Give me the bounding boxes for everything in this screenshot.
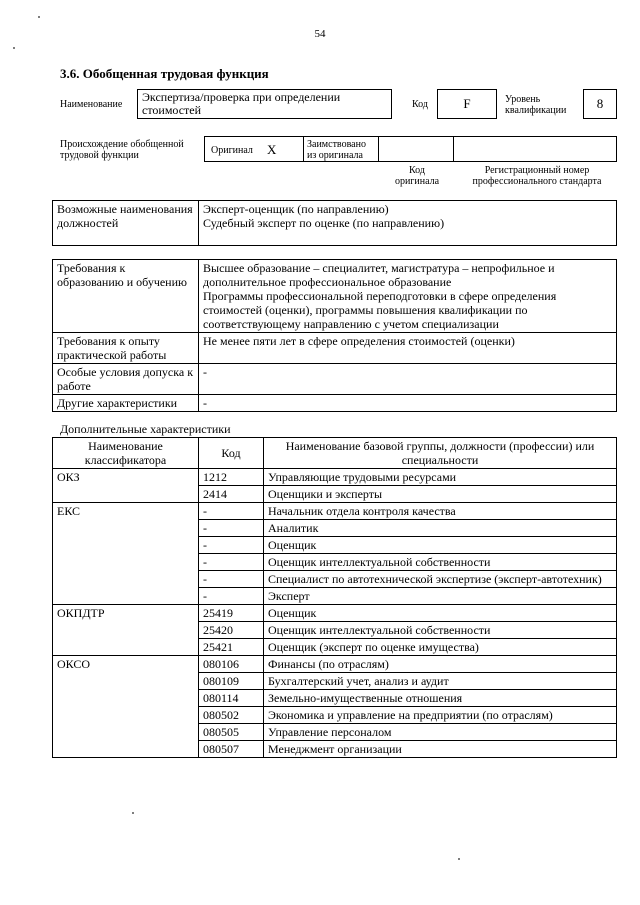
- education-line: Программы профессиональной переподготовки в сфере определения стоимостей (оценки), программы повышения квалификации по соответствующему направлению с учетом специализации: [203, 289, 557, 331]
- positions-table: [52, 200, 617, 246]
- classifier-code: 2414: [199, 486, 264, 503]
- table-row: [53, 503, 617, 520]
- table-row: [53, 469, 617, 486]
- scan-speck: [13, 47, 15, 49]
- function-name-box: [137, 89, 392, 119]
- position-item: Эксперт-оценщик (по направлению): [203, 202, 389, 216]
- scan-speck: [132, 812, 134, 814]
- other-value: -: [199, 395, 617, 412]
- education-line: Высшее образование – специалитет, магистратура – непрофильное и дополнительное профессиональное образование: [203, 261, 555, 289]
- classifier-code: 080502: [199, 707, 264, 724]
- classifier-title: Оценщик интеллектуальной собственности: [264, 622, 617, 639]
- classifier-code: 080114: [199, 690, 264, 707]
- table-row: [53, 656, 617, 673]
- classifier-code: 1212: [199, 469, 264, 486]
- code-value-box: [437, 89, 497, 119]
- level-label: Уровень квалификации: [505, 94, 567, 116]
- name-label: Наименование: [60, 99, 123, 110]
- education-label: Требования к образованию и обучению: [53, 260, 199, 333]
- classifier-title: Менеджмент организации: [264, 741, 617, 758]
- education-value: [199, 260, 617, 333]
- classifier-code: -: [199, 554, 264, 571]
- original-label: Оригинал: [211, 145, 253, 156]
- level-value: 8: [596, 96, 604, 111]
- table-row: [53, 605, 617, 622]
- origin-label: Происхождение обобщенной трудовой функции: [60, 139, 184, 161]
- classifier-code: 25419: [199, 605, 264, 622]
- experience-value: Не менее пяти лет в сфере определения стоимостей (оценки): [199, 333, 617, 364]
- classifier-code: -: [199, 520, 264, 537]
- classifier-title: Земельно-имущественные отношения: [264, 690, 617, 707]
- page-number: 54: [314, 28, 326, 40]
- classifier-code: -: [199, 503, 264, 520]
- borrowed-label: Заимствовано из оригинала: [307, 139, 366, 161]
- positions-values: [199, 201, 617, 246]
- original-mark: X: [267, 142, 277, 157]
- classifier-title: Управление персоналом: [264, 724, 617, 741]
- classifier-code: -: [199, 537, 264, 554]
- classifier-title: Специалист по автотехнической экспертизе (эксперт-автотехник): [264, 571, 617, 588]
- section-title: 3.6. Обобщенная трудовая функция: [60, 66, 269, 81]
- classifiers-table: [52, 437, 617, 758]
- header-classifier-name: Наименование классификатора: [53, 438, 199, 469]
- scan-speck: [38, 16, 40, 18]
- function-name: Экспертиза/проверка при определении стоимостей: [142, 90, 341, 117]
- classifier-name: ОКЗ: [53, 469, 199, 503]
- classifier-title: Эксперт: [264, 588, 617, 605]
- classifier-name: ОКСО: [53, 656, 199, 758]
- origin-code-cell: [378, 136, 454, 162]
- code-label: Код: [412, 99, 428, 110]
- classifier-code: 080505: [199, 724, 264, 741]
- scan-speck: [458, 858, 460, 860]
- admission-value: -: [199, 364, 617, 395]
- admission-label: Особые условия допуска к работе: [53, 364, 199, 395]
- classifier-title: Управляющие трудовыми ресурсами: [264, 469, 617, 486]
- level-value-box: [583, 89, 617, 119]
- header-code: Код: [199, 438, 264, 469]
- classifier-code: 080106: [199, 656, 264, 673]
- origin-code-caption: Код оригинала: [394, 165, 440, 187]
- classifier-title: Начальник отдела контроля качества: [264, 503, 617, 520]
- classifier-title: Оценщик (эксперт по оценке имущества): [264, 639, 617, 656]
- classifier-name: ЕКС: [53, 503, 199, 605]
- classifier-code: 080507: [199, 741, 264, 758]
- positions-label: Возможные наименования должностей: [53, 201, 199, 246]
- classifier-code: 25421: [199, 639, 264, 656]
- classifier-code: -: [199, 571, 264, 588]
- registration-number-caption: Регистрационный номер профессионального стандарта: [472, 165, 602, 187]
- code-value: F: [463, 96, 471, 111]
- registration-number-cell: [453, 136, 617, 162]
- other-label: Другие характеристики: [53, 395, 199, 412]
- header-title: Наименование базовой группы, должности (профессии) или специальности: [264, 438, 617, 469]
- requirements-table: [52, 259, 617, 412]
- classifier-code: -: [199, 588, 264, 605]
- classifier-title: Оценщик: [264, 605, 617, 622]
- classifier-title: Финансы (по отраслям): [264, 656, 617, 673]
- origin-original-cell: [204, 136, 304, 162]
- position-item: Судебный эксперт по оценке (по направлению): [203, 216, 445, 230]
- classifier-code: 080109: [199, 673, 264, 690]
- classifier-title: Экономика и управление на предприятии (по отраслям): [264, 707, 617, 724]
- classifier-title: Аналитик: [264, 520, 617, 537]
- classifier-title: Оценщик интеллектуальной собственности: [264, 554, 617, 571]
- classifier-code: 25420: [199, 622, 264, 639]
- experience-label: Требования к опыту практической работы: [53, 333, 199, 364]
- origin-borrowed-cell: [303, 136, 379, 162]
- classifier-name: ОКПДТР: [53, 605, 199, 656]
- classifier-title: Оценщик: [264, 537, 617, 554]
- additional-title: Дополнительные характеристики: [60, 422, 231, 436]
- classifier-title: Бухгалтерский учет, анализ и аудит: [264, 673, 617, 690]
- classifier-title: Оценщики и эксперты: [264, 486, 617, 503]
